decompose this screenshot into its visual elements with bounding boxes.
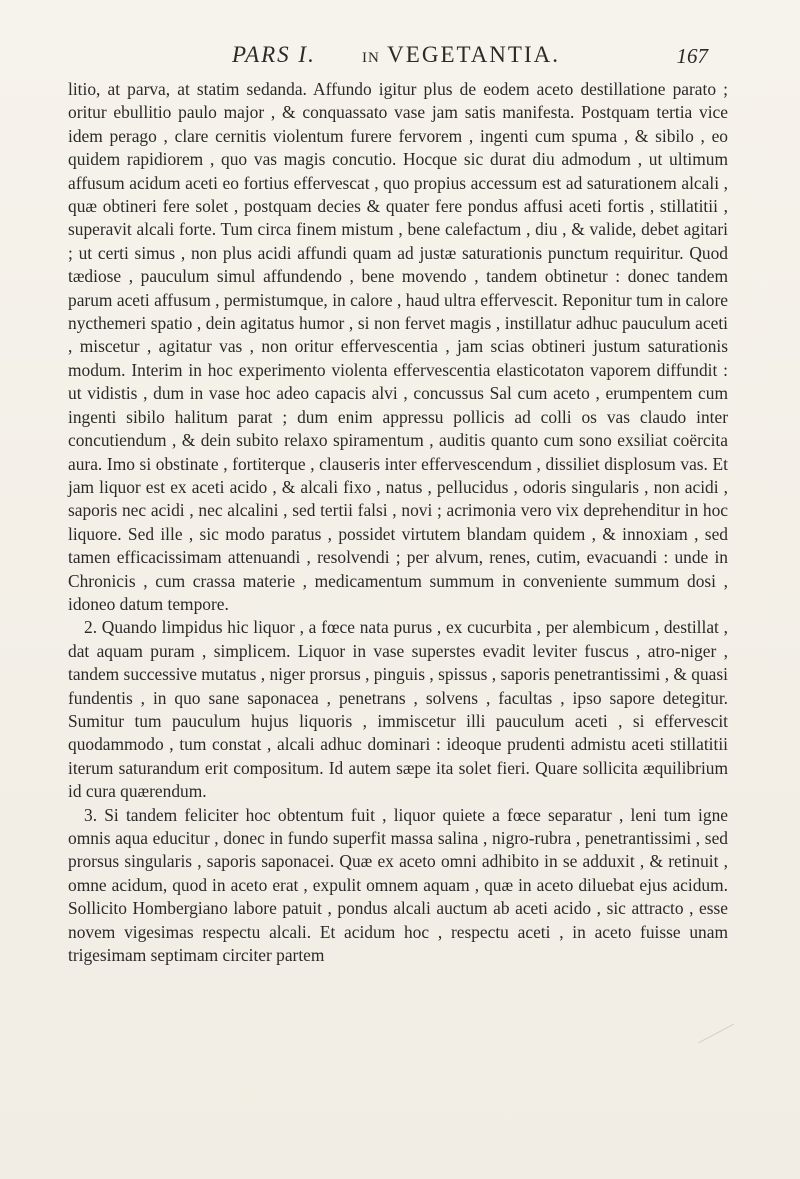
- paragraph-3: 3. Si tandem feliciter hoc obtentum fuit , liquor quiete a fœce separatur , leni tum igne omnis aqua educitur , donec in fundo superfit massa salina , nigro-rubra , penetrantissimi , sed prorsus singularis , saporis saponacei. Quæ ex aceto omni adhibito in se adduxit , & retinuit , omne acidum, quod in aceto erat , expulit omnem aquam , quæ in aceto diluebat ejus acidum. Sollicito Hombergiano labore patuit , pondus alcali auctum ab aceti acido , sic attracto , esse novem vigesimas respectu alcali. Et acidum hoc , respectu aceti , in aceto fuisse unam trigesimam septimam circiter partem: [68, 804, 728, 966]
- running-head-section: [362, 42, 560, 68]
- body-text: [68, 78, 728, 967]
- running-head-part: PARS I.: [232, 42, 316, 67]
- running-head-in: IN: [362, 50, 380, 66]
- running-head-title: VEGETANTIA.: [387, 42, 560, 67]
- page-number: 167: [676, 44, 708, 68]
- paragraph-2: 2. Quando limpidus hic liquor , a fœce nata purus , ex cucurbita , per alembicum , destillat , dat aquam puram , simplicem. Liquor in vase superstes evadit leviter fuscus , atro-niger , tandem successive mutatus , niger prorsus , pinguis , spissus , saporis penetrantissimi , & quasi fundentis , in quo sane saponacea , penetrans , solvens , facultas , ipso sapore detegitur. Sumitur tum pauculum hujus liquoris , immiscetur illi pauculum aceti , si effervescit quodammodo , tum constat , alcali adhuc dominari : ideoque prudenti admistu aceti stillatitii iterum saturandum erit compositum. Id autem sæpe ita solet fieri. Quare sollicita æquilibrium id cura quærendum.: [68, 617, 728, 802]
- running-head: [232, 42, 682, 68]
- page-smudge: [698, 1024, 741, 1058]
- paragraph-1: litio, at parva, at statim sedanda. Affundo igitur plus de eodem aceto destillatione parato ; oritur ebullitio paulo major , & conquassato vase jam satis manifesta. Postquam tertia vice idem perago , clare cernitis violentum furere fervorem , ingenti cum spuma , & sibilo , eo quidem rapidiorem , quo vas magis concutio. Hocque sic durat diu admodum , ut ultimum affusum acidum aceti eo fortius effervescat , quo propius accessum est ad saturationem alcali , quæ obtineri fere solet , postquam decies & quater fere pondus affusi aceti fortis , stillatitii , superavit alcali forte. Tum circa finem mistum , bene calefactum , diu , & valide, debet agitari ; ut certi simus , non plus acidi affundi quam ad justæ saturationis punctum requiritur. Quod tædiose , pauculum simul affundendo , bene movendo , tandem obtinetur : donec tandem parum aceti affusum , permistumque, in calore , haud ultra effervescit. Reponitur tum in calore nycthemeri spatio , dein agitatus humor , si non fervet magis , instillatur adhuc pauculum aceti , miscetur , agitatur vas , non oritur effervescentia , jam scias obtineri justum saturationis modum. Interim in hoc experimento violenta effervescentia elasticotaton vaporem diffundit : ut vidistis , dum in vase hoc adeo capacis alvi , concussus Sal cum aceto , erumpentem cum ingenti sibilo halitum parat ; dum enim appressu pollicis ad colli os vas claudo inter concutiendum , & dein subito relaxo spiramentum , auditis quanto cum sono exsiliat coërcita aura. Imo si obstinate , fortiterque , clauseris inter effervescendum , dissiliet displosum vas. Et jam liquor est ex aceti acido , & alcali fixo , natus , pellucidus , odoris singularis , non acidi , saporis nec acidi , nec alcalini , sed tertii falsi , novi ; acrimonia vero vix deprehenditur in hoc liquore. Sed ille , sic modo paratus , possidet virtutem blandam quidem , & innoxiam , sed tamen efficacissimam attenuandi , resolvendi ; per alvum, renes, cutim, evacuandi : unde in Chronicis , cum crassa materie , medicamentum summum in conveniente summum dosi , idoneo datum tempore.: [68, 79, 728, 614]
